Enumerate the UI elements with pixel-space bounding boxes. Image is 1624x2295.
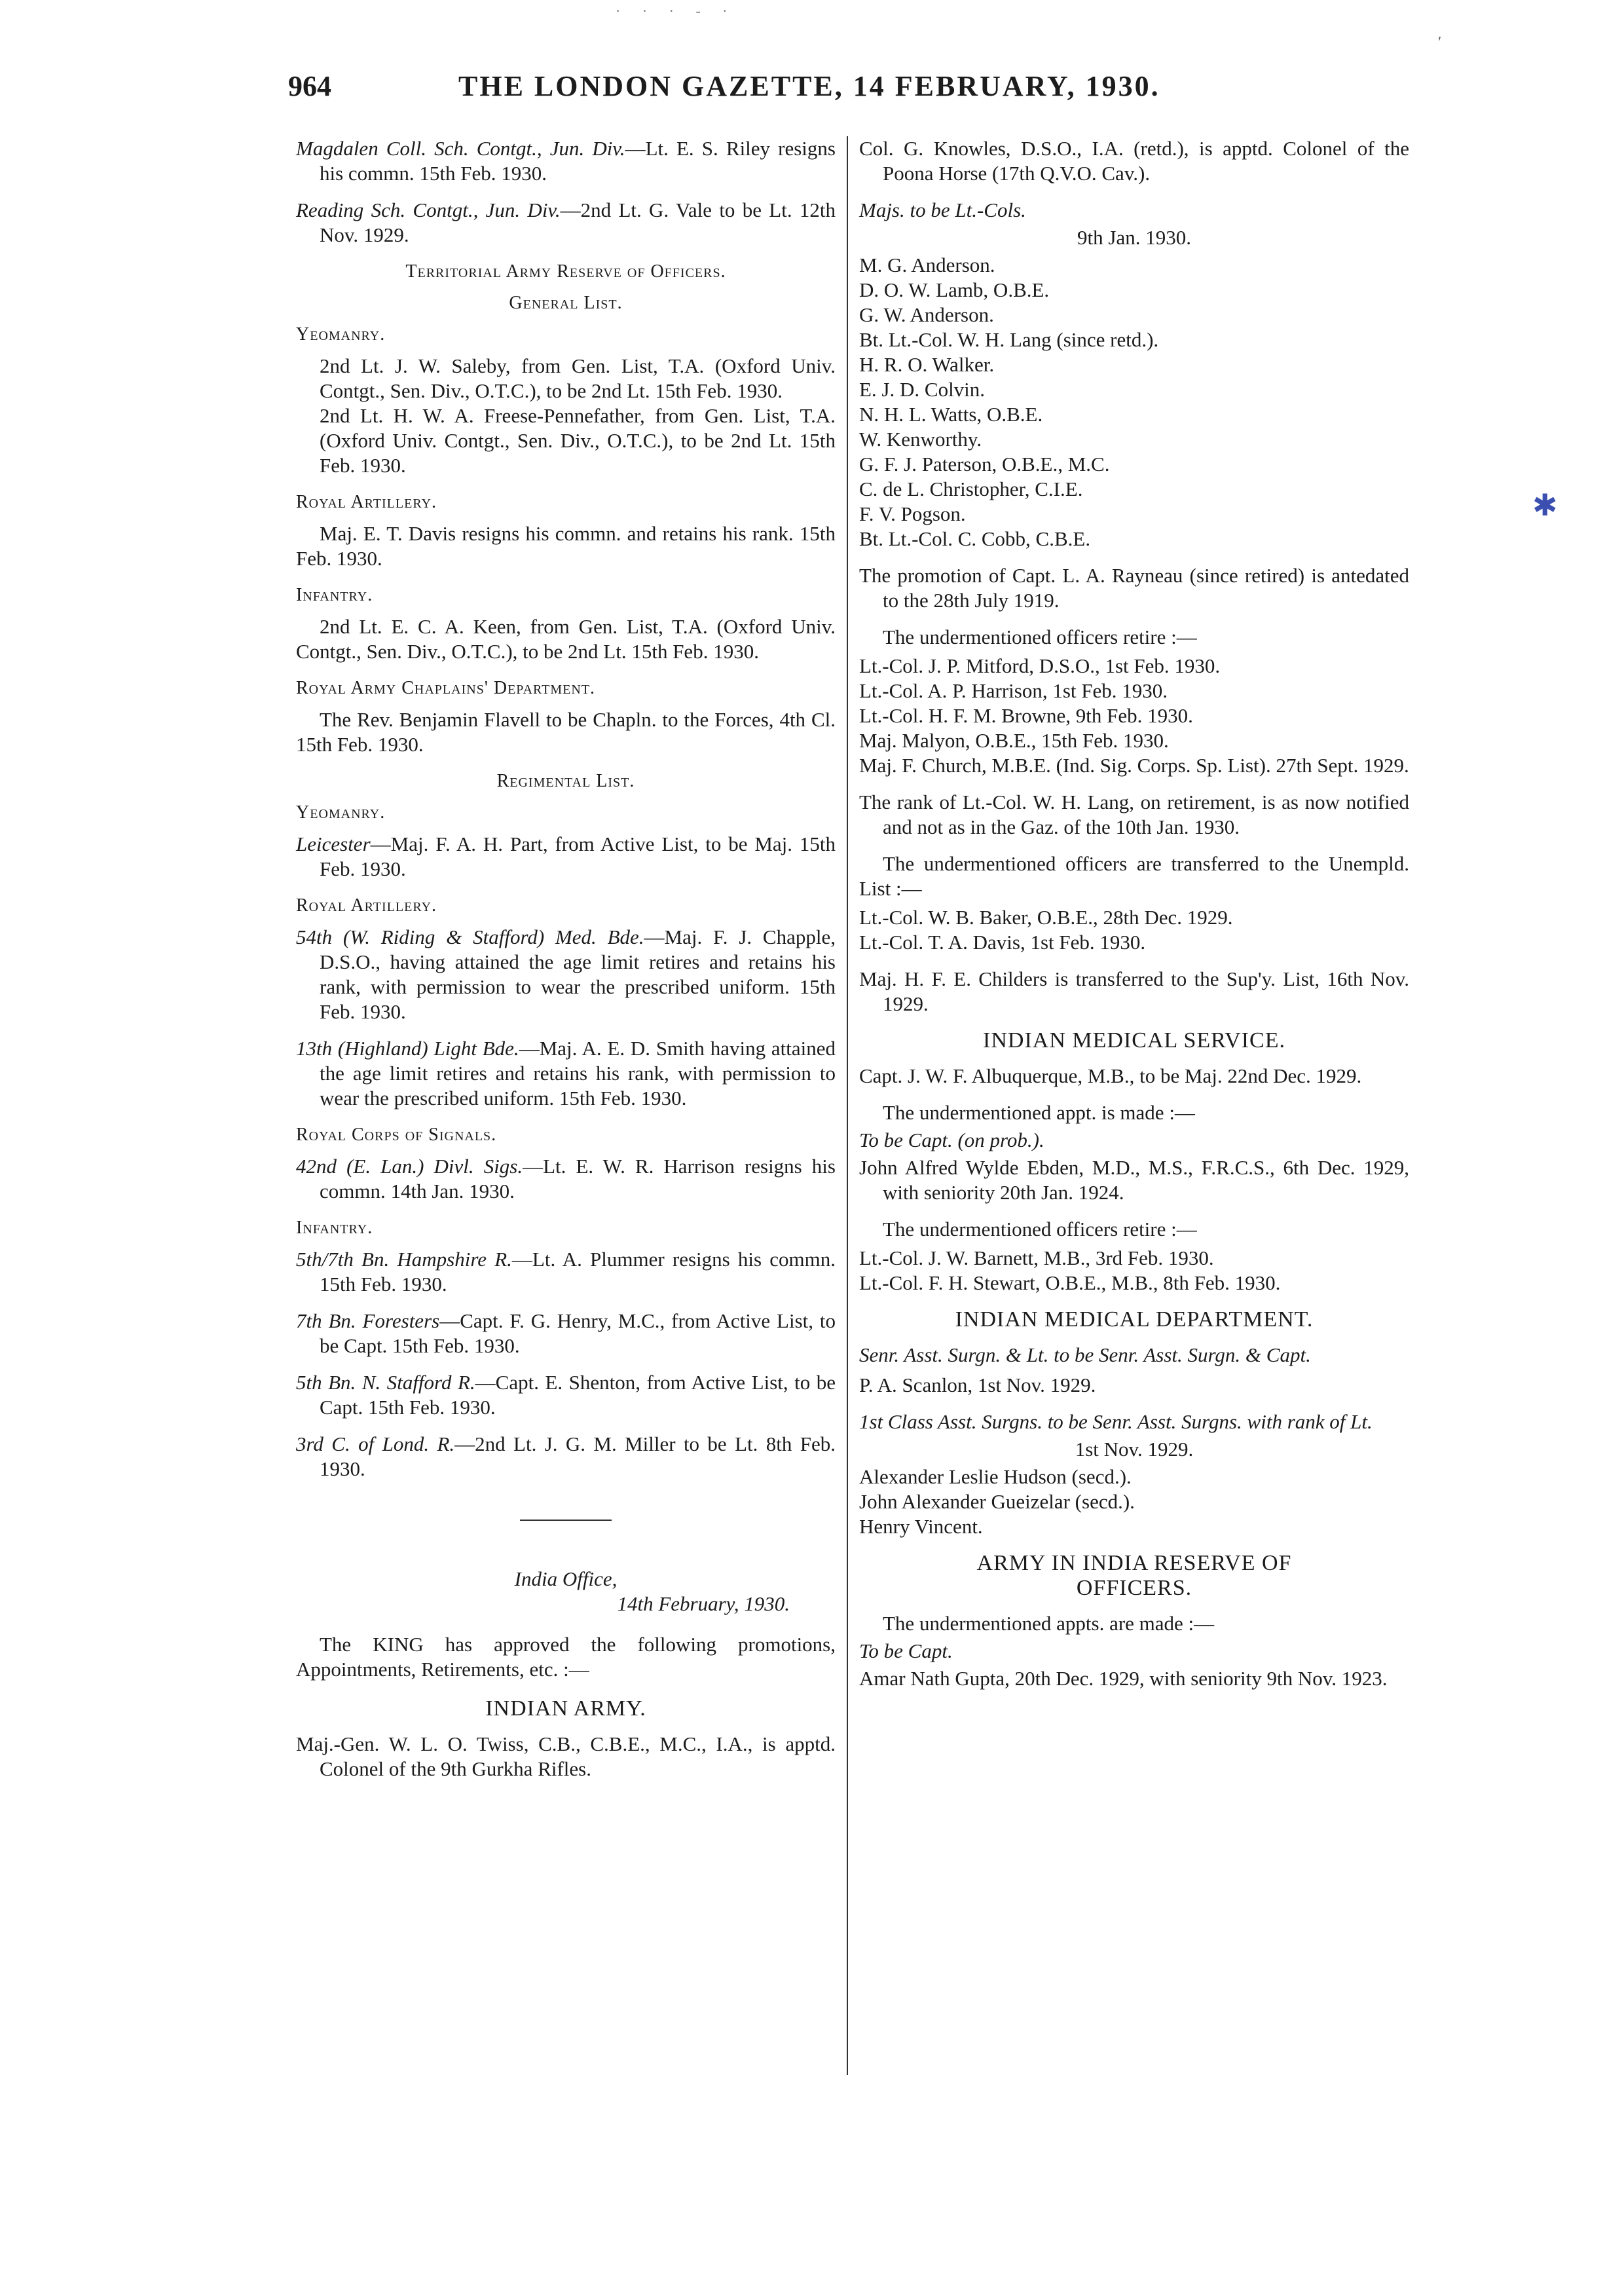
notice-smith: 13th (Highland) Light Bde.—Maj. A. E. D. Smith having attained the age limit retires and retains his rank, with permission to wear the prescribed uniform. 15th Feb. 1930. bbox=[296, 1037, 836, 1110]
first-class-list bbox=[859, 1465, 1409, 1539]
retire-intro: The undermentioned officers retire :— bbox=[883, 625, 1197, 648]
section-divider bbox=[520, 1520, 612, 1521]
list-item: E. J. D. Colvin. bbox=[859, 378, 986, 401]
section-heading-signals: Royal Corps of Signals. bbox=[296, 1125, 497, 1145]
section-heading-regimental-list: Regimental List. bbox=[496, 771, 635, 791]
list-item: D. O. W. Lamb, O.B.E. bbox=[859, 278, 1050, 301]
heading-majs-to-be-lt-cols: Majs. to be Lt.-Cols. bbox=[859, 198, 1026, 221]
left-column bbox=[296, 136, 836, 1793]
right-column bbox=[859, 136, 1409, 1703]
notice-childers: Maj. H. F. E. Childers is transferred to the Sup'y. List, 16th Nov. 1929. bbox=[859, 967, 1409, 1015]
section-heading-yeomanry-2: Yeomanry. bbox=[296, 802, 386, 823]
notice-twiss: Maj.-Gen. W. L. O. Twiss, C.B., C.B.E., M.C., I.A., is apptd. Colonel of the 9th Gurkha Rifles. bbox=[296, 1732, 836, 1780]
list-item: Lt.-Col. W. B. Baker, O.B.E., 28th Dec. 1929. bbox=[859, 906, 1233, 929]
notice-henry: 7th Bn. Foresters—Capt. F. G. Henry, M.C., from Active List, to be Capt. 15th Feb. 1930. bbox=[296, 1309, 836, 1357]
notice-magdalen: Magdalen Coll. Sch. Contgt., Jun. Div.—Lt. E. S. Riley resigns his commn. 15th Feb. 1930. bbox=[296, 137, 836, 185]
list-item: John Alexander Gueizelar (secd.). bbox=[859, 1490, 1135, 1513]
list-item: M. G. Anderson. bbox=[859, 253, 995, 276]
notice-albuquerque: Capt. J. W. F. Albuquerque, M.B., to be Maj. 22nd Dec. 1929. bbox=[859, 1064, 1362, 1087]
india-office-date: 14th February, 1930. bbox=[617, 1592, 790, 1615]
section-heading-infantry-2: Infantry. bbox=[296, 1218, 373, 1238]
page-number: 964 bbox=[288, 70, 331, 102]
section-heading-royal-artillery: Royal Artillery. bbox=[296, 492, 437, 512]
section-heading-general-list: General List. bbox=[509, 293, 623, 313]
retire-list bbox=[859, 654, 1409, 778]
majs-list bbox=[859, 253, 1409, 551]
scan-specks: · · · - · bbox=[616, 3, 737, 19]
notice-lang-rank: The rank of Lt.-Col. W. H. Lang, on retirement, is as now notified and not as in the Gaz. of the 10th Jan. 1930. bbox=[859, 791, 1409, 838]
list-item: Lt.-Col. A. P. Harrison, 1st Feb. 1930. bbox=[859, 679, 1168, 702]
list-item: Alexander Leslie Hudson (secd.). bbox=[859, 1465, 1132, 1488]
section-heading-indian-army: INDIAN ARMY. bbox=[485, 1696, 646, 1721]
section-heading-ims: INDIAN MEDICAL SERVICE. bbox=[983, 1028, 1285, 1053]
list-item: Lt.-Col. F. H. Stewart, O.B.E., M.B., 8th Feb. 1930. bbox=[859, 1271, 1281, 1294]
list-item: F. V. Pogson. bbox=[859, 502, 966, 525]
notice-harrison: 42nd (E. Lan.) Divl. Sigs.—Lt. E. W. R. Harrison resigns his commn. 14th Jan. 1930. bbox=[296, 1155, 836, 1203]
list-item: Lt.-Col. J. W. Barnett, M.B., 3rd Feb. 1930. bbox=[859, 1246, 1214, 1269]
notice-keen: 2nd Lt. E. C. A. Keen, from Gen. List, T.A. (Oxford Univ. Contgt., Sen. Div., O.T.C.), to be 2nd Lt. 15th Feb. 1930. bbox=[296, 615, 836, 663]
notice-rayneau: The promotion of Capt. L. A. Rayneau (since retired) is antedated to the 28th July 1919. bbox=[859, 564, 1409, 612]
page-header bbox=[288, 69, 1270, 115]
notice-knowles: Col. G. Knowles, D.S.O., I.A. (retd.), is apptd. Colonel of the Poona Horse (17th Q.V.O. Cav.). bbox=[859, 137, 1409, 185]
section-heading-chaplains: Royal Army Chaplains' Department. bbox=[296, 678, 596, 698]
list-item: Henry Vincent. bbox=[859, 1515, 983, 1538]
list-item: N. H. L. Watts, O.B.E. bbox=[859, 403, 1043, 426]
list-item: C. de L. Christopher, C.I.E. bbox=[859, 477, 1083, 500]
notice-approved: The KING has approved the following promotions, Appointments, Retirements, etc. :— bbox=[296, 1633, 836, 1681]
notice-chapple: 54th (W. Riding & Stafford) Med. Bde.—Maj. F. J. Chapple, D.S.O., having attained the age limit retires and retains his rank, with permission to wear the prescribed uniform. 15th Feb. 1930. bbox=[296, 925, 836, 1023]
heading-senr-asst: Senr. Asst. Surgn. & Lt. to be Senr. Asst. Surgn. & Capt. bbox=[859, 1343, 1311, 1366]
notice-freese: 2nd Lt. H. W. A. Freese-Pennefather, from Gen. List, T.A. (Oxford Univ. Contgt., Sen. Div., O.T.C.), to be 2nd Lt. 15th Feb. 1930. bbox=[320, 404, 836, 477]
retire-intro-2: The undermentioned officers retire :— bbox=[883, 1218, 1197, 1241]
heading-capt-prob: To be Capt. (on prob.). bbox=[859, 1129, 1044, 1151]
notice-flavell: The Rev. Benjamin Flavell to be Chapln. to the Forces, 4th Cl. 15th Feb. 1930. bbox=[296, 708, 836, 756]
list-item: Maj. Malyon, O.B.E., 15th Feb. 1930. bbox=[859, 729, 1169, 752]
notice-scanlon: P. A. Scanlon, 1st Nov. 1929. bbox=[859, 1373, 1096, 1396]
list-item: H. R. O. Walker. bbox=[859, 353, 995, 376]
india-office-line: India Office, bbox=[514, 1567, 618, 1590]
section-heading-aiaro: ARMY IN INDIA RESERVE OF OFFICERS. bbox=[976, 1551, 1292, 1600]
notice-plummer: 5th/7th Bn. Hampshire R.—Lt. A. Plummer resigns his commn. 15th Feb. 1930. bbox=[296, 1248, 836, 1296]
column-divider bbox=[847, 136, 848, 2075]
list-item: W. Kenworthy. bbox=[859, 428, 982, 451]
section-heading-royal-artillery-2: Royal Artillery. bbox=[296, 895, 437, 916]
list-item: Bt. Lt.-Col. C. Cobb, C.B.E. bbox=[859, 527, 1091, 550]
notice-gupta: Amar Nath Gupta, 20th Dec. 1929, with seniority 9th Nov. 1923. bbox=[859, 1667, 1388, 1690]
appt-intro: The undermentioned appt. is made :— bbox=[883, 1101, 1195, 1124]
notice-davis: Maj. E. T. Davis resigns his commn. and retains his rank. 15th Feb. 1930. bbox=[296, 522, 836, 570]
first-class-date: 1st Nov. 1929. bbox=[1075, 1438, 1194, 1461]
list-item: Maj. F. Church, M.B.E. (Ind. Sig. Corps. Sp. List). 27th Sept. 1929. bbox=[859, 754, 1409, 777]
notice-ebden: John Alfred Wylde Ebden, M.D., M.S., F.R.C.S., 6th Dec. 1929, with seniority 20th Jan. 1924. bbox=[859, 1156, 1409, 1204]
scan-tick: ′ bbox=[1438, 34, 1442, 51]
majs-date: 9th Jan. 1930. bbox=[1077, 226, 1191, 249]
notice-saleby: 2nd Lt. J. W. Saleby, from Gen. List, T.A. (Oxford Univ. Contgt., Sen. Div., O.T.C.), to be 2nd Lt. 15th Feb. 1930. bbox=[320, 354, 836, 402]
notice-reading: Reading Sch. Contgt., Jun. Div.—2nd Lt. G. Vale to be Lt. 12th Nov. 1929. bbox=[296, 198, 836, 246]
list-item: Lt.-Col. T. A. Davis, 1st Feb. 1930. bbox=[859, 931, 1146, 954]
section-heading-infantry: Infantry. bbox=[296, 585, 373, 605]
notice-miller: 3rd C. of Lond. R.—2nd Lt. J. G. M. Miller to be Lt. 8th Feb. 1930. bbox=[296, 1432, 836, 1480]
list-item: G. W. Anderson. bbox=[859, 303, 994, 326]
margin-asterisk-mark: ✱ bbox=[1532, 489, 1558, 522]
notice-leicester: Leicester—Maj. F. A. H. Part, from Active List, to be Maj. 15th Feb. 1930. bbox=[296, 832, 836, 880]
heading-first-class: 1st Class Asst. Surgns. to be Senr. Asst. Surgns. with rank of Lt. bbox=[859, 1410, 1373, 1433]
section-heading-imd: INDIAN MEDICAL DEPARTMENT. bbox=[955, 1307, 1314, 1332]
notice-shenton: 5th Bn. N. Stafford R.—Capt. E. Shenton, from Active List, to be Capt. 15th Feb. 1930. bbox=[296, 1371, 836, 1419]
retire-list-2 bbox=[859, 1246, 1409, 1296]
list-item: Lt.-Col. J. P. Mitford, D.S.O., 1st Feb. 1930. bbox=[859, 654, 1221, 677]
unempld-intro: The undermentioned officers are transferred to the Unempld. List :— bbox=[859, 852, 1409, 900]
list-item: Bt. Lt.-Col. W. H. Lang (since retd.). bbox=[859, 328, 1159, 351]
appts-intro: The undermentioned appts. are made :— bbox=[883, 1612, 1215, 1635]
heading-to-be-capt: To be Capt. bbox=[859, 1639, 953, 1662]
unempld-list bbox=[859, 905, 1409, 955]
list-item: G. F. J. Paterson, O.B.E., M.C. bbox=[859, 453, 1110, 476]
section-heading-taro: Territorial Army Reserve of Officers. bbox=[405, 261, 726, 282]
list-item: Lt.-Col. H. F. M. Browne, 9th Feb. 1930. bbox=[859, 704, 1193, 727]
gazette-title: THE LONDON GAZETTE, 14 FEBRUARY, 1930. bbox=[458, 70, 1160, 102]
section-heading-yeomanry: Yeomanry. bbox=[296, 324, 386, 345]
